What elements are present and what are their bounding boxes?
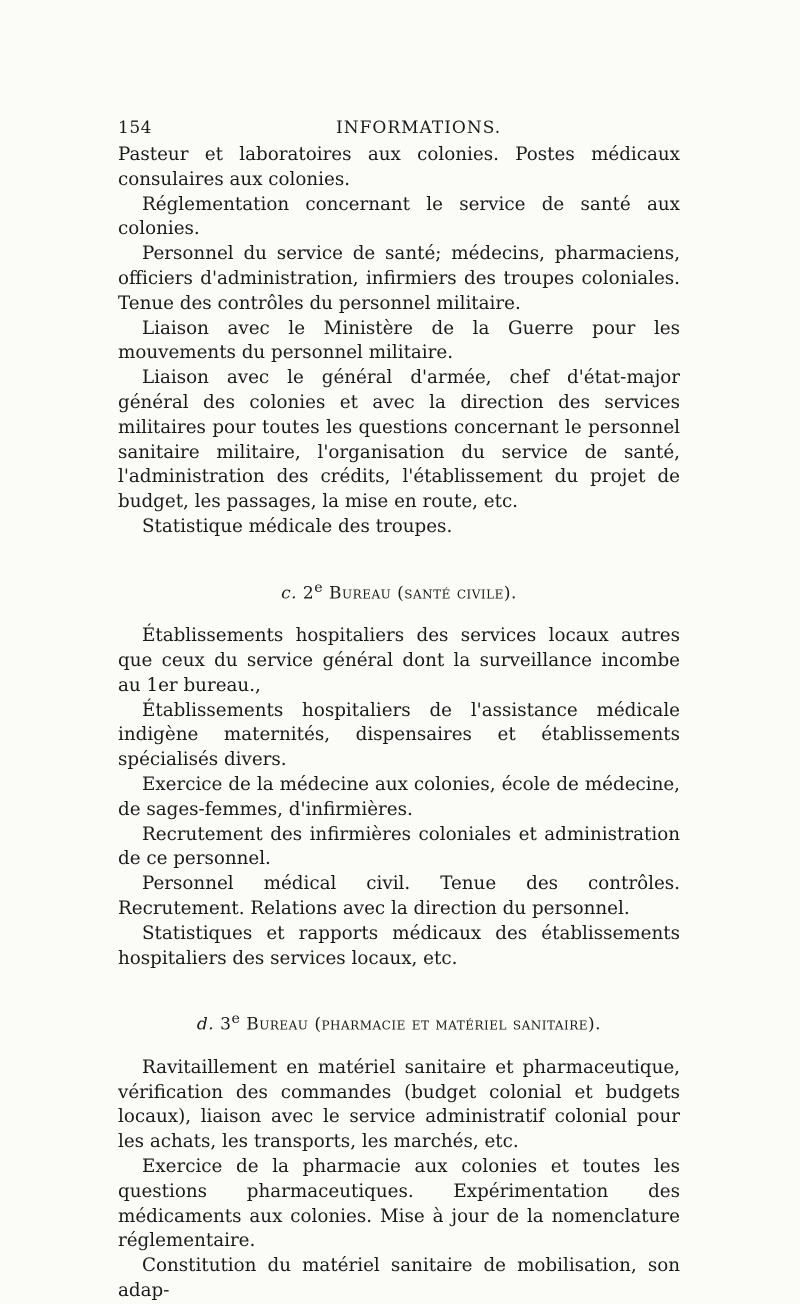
paragraph: Personnel médical civil. Tenue des contrôles. Recrutement. Relations avec la direction du personnel. <box>118 873 680 919</box>
section-heading-c: c. 2e Bureau (santé civile). <box>281 579 517 604</box>
paragraph: Statistique médicale des troupes. <box>142 515 453 537</box>
paragraph: Établissements hospitaliers de l'assistance médicale indigène maternités, dispensaires et établissements spécialisés divers. <box>118 699 680 771</box>
paragraph: Constitution du matériel sanitaire de mobilisation, son adap- <box>118 1255 680 1301</box>
page-body <box>118 143 680 1304</box>
running-header <box>118 118 680 140</box>
paragraph: Statistiques et rapports médicaux des établissements hospitaliers des services locaux, etc. <box>118 922 680 969</box>
paragraph: Liaison avec le général d'armée, chef d'état-major général des colonies et avec la direction des services militaires pour toutes les questions concernant le personnel sanitaire militaire, l'organisation du service de santé, l'administration des crédits, l'établissement du projet de budget, les passages, la mise en route, etc. <box>118 367 680 513</box>
paragraph: Liaison avec le Ministère de la Guerre pour les mouvements du personnel militaire. <box>118 317 680 364</box>
paragraph: Exercice de la pharmacie aux colonies et toutes les questions pharmaceutiques. Expérimentation des médicaments aux colonies. Mise à jour de la nomenclature réglementaire. <box>118 1156 680 1252</box>
paragraph: Recrutement des infirmières coloniales et administration de ce personnel. <box>118 823 680 870</box>
paragraph: Établissements hospitaliers des services locaux autres que ceux du service général dont la surveillance incombe au 1er bureau., <box>118 625 680 696</box>
paragraph: Réglementation concernant le service de santé aux colonies. <box>118 193 680 240</box>
page-number: 154 <box>118 118 152 138</box>
paragraph: Personnel du service de santé; médecins, pharmaciens, officiers d'administration, infirmiers des troupes coloniales. Tenue des contrôles du personnel militaire. <box>118 243 680 314</box>
paragraph: Pasteur et laboratoires aux colonies. Postes médicaux consulaires aux colonies. <box>118 144 680 190</box>
paragraph: Ravitaillement en matériel sanitaire et pharmaceutique, vérification des commandes (budget colonial et budgets locaux), liaison avec le service administratif colonial pour les achats, les transports, les marchés, etc. <box>118 1056 680 1153</box>
running-title: INFORMATIONS. <box>336 118 502 138</box>
section-heading-d: d. 3e Bureau (pharmacie et matériel sanitaire). <box>196 1011 602 1036</box>
paragraph: Exercice de la médecine aux colonies, école de médecine, de sages-femmes, d'infirmières. <box>118 773 680 820</box>
